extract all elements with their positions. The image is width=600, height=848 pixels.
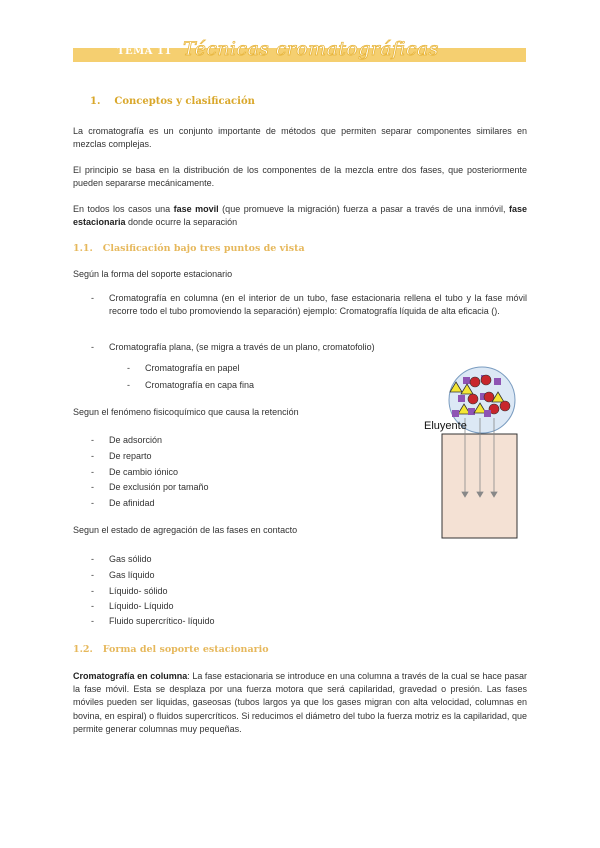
list-item: Cromatografía en papel: [145, 363, 240, 373]
columna-term: Cromatografía en columna: [73, 671, 188, 681]
page-title: Técnicas cromatográficas: [183, 38, 439, 60]
columna-paragraph: Cromatografía en columna: La fase estacionaria se introduce en una columna a través de la cual se hace pasar la fase móvil. Esta se desplaza por una fuerza motora que será capilaridad, gravedad o presión. Las fases móviles pueden ser liquidas, gaseosas (tubos largos ya que los gases migran con alta velocidad, columnas en bovina, en espiral) o fluidos supercríticos. Si reducimos el diámetro del tubo la fuerza motriz es la capilaridad, que permite generar columnas muy pequeñas.: [73, 671, 527, 734]
section-number: 1.: [90, 96, 101, 107]
tema-label: TEMA 11: [117, 46, 172, 57]
estado-title: Segun el estado de agregación de las fases en contacto: [73, 525, 298, 535]
list-item: De afinidad: [109, 498, 155, 508]
list-item: De cambio iónico: [109, 467, 179, 477]
list-item: Gas sólido: [109, 554, 152, 564]
chromatography-column-figure: [424, 366, 532, 542]
soporte-title: Según la forma del soporte estacionario: [73, 269, 233, 279]
fase-movil-term: fase movil: [173, 204, 219, 214]
list-item: De reparto: [109, 451, 152, 461]
list-item: De exclusión por tamaño: [109, 482, 209, 492]
intro-paragraph-3: En todos los casos una fase movil (que promueve la migración) fuerza a pasar a través de una inmóvil, fase estacionaria donde ocurre la separación: [73, 204, 527, 228]
list-item: Líquido- Líquido: [109, 601, 174, 611]
fase-estacionaria-term: fase estacionaria: [73, 204, 527, 228]
list-item: Gas líquido: [109, 570, 155, 580]
intro-paragraph-1: La cromatografía es un conjunto importante de métodos que permiten separar componentes similares en mezclas complejas.: [73, 126, 527, 150]
fenomeno-title: Segun el fenómeno fisicoquímico que causa la retención: [73, 407, 299, 417]
intro-paragraph-2: El principio se basa en la distribución de los componentes de la mezcla entre dos fases, que posteriormente pueden separarse mecánicamente.: [73, 165, 527, 189]
section-1-1-heading: 1.1. Clasificación bajo tres puntos de vista: [73, 243, 305, 254]
eluent-label: Eluyente: [424, 420, 467, 432]
list-item: Líquido- sólido: [109, 586, 168, 596]
section-1-heading: [90, 96, 255, 107]
section-1-2-heading: 1.2. Forma del soporte estacionario: [73, 644, 269, 655]
section-title: Conceptos y clasificación: [114, 96, 255, 107]
list-item: Cromatografía plana, (se migra a través de un plano, cromatofolio): [109, 342, 375, 352]
list-item: Cromatografía en columna (en el interior de un tubo, fase estacionaria rellena el tubo y la fase móvil recorre todo el tubo promoviendo la separación) ejemplo: Cromatografía líquida de alta eficacia ().: [109, 293, 527, 317]
column-body: [442, 434, 517, 538]
list-item: Cromatografía en capa fina: [145, 380, 255, 390]
list-item: Fluido supercrítico- líquido: [109, 616, 215, 626]
list-item: De adsorción: [109, 435, 163, 445]
